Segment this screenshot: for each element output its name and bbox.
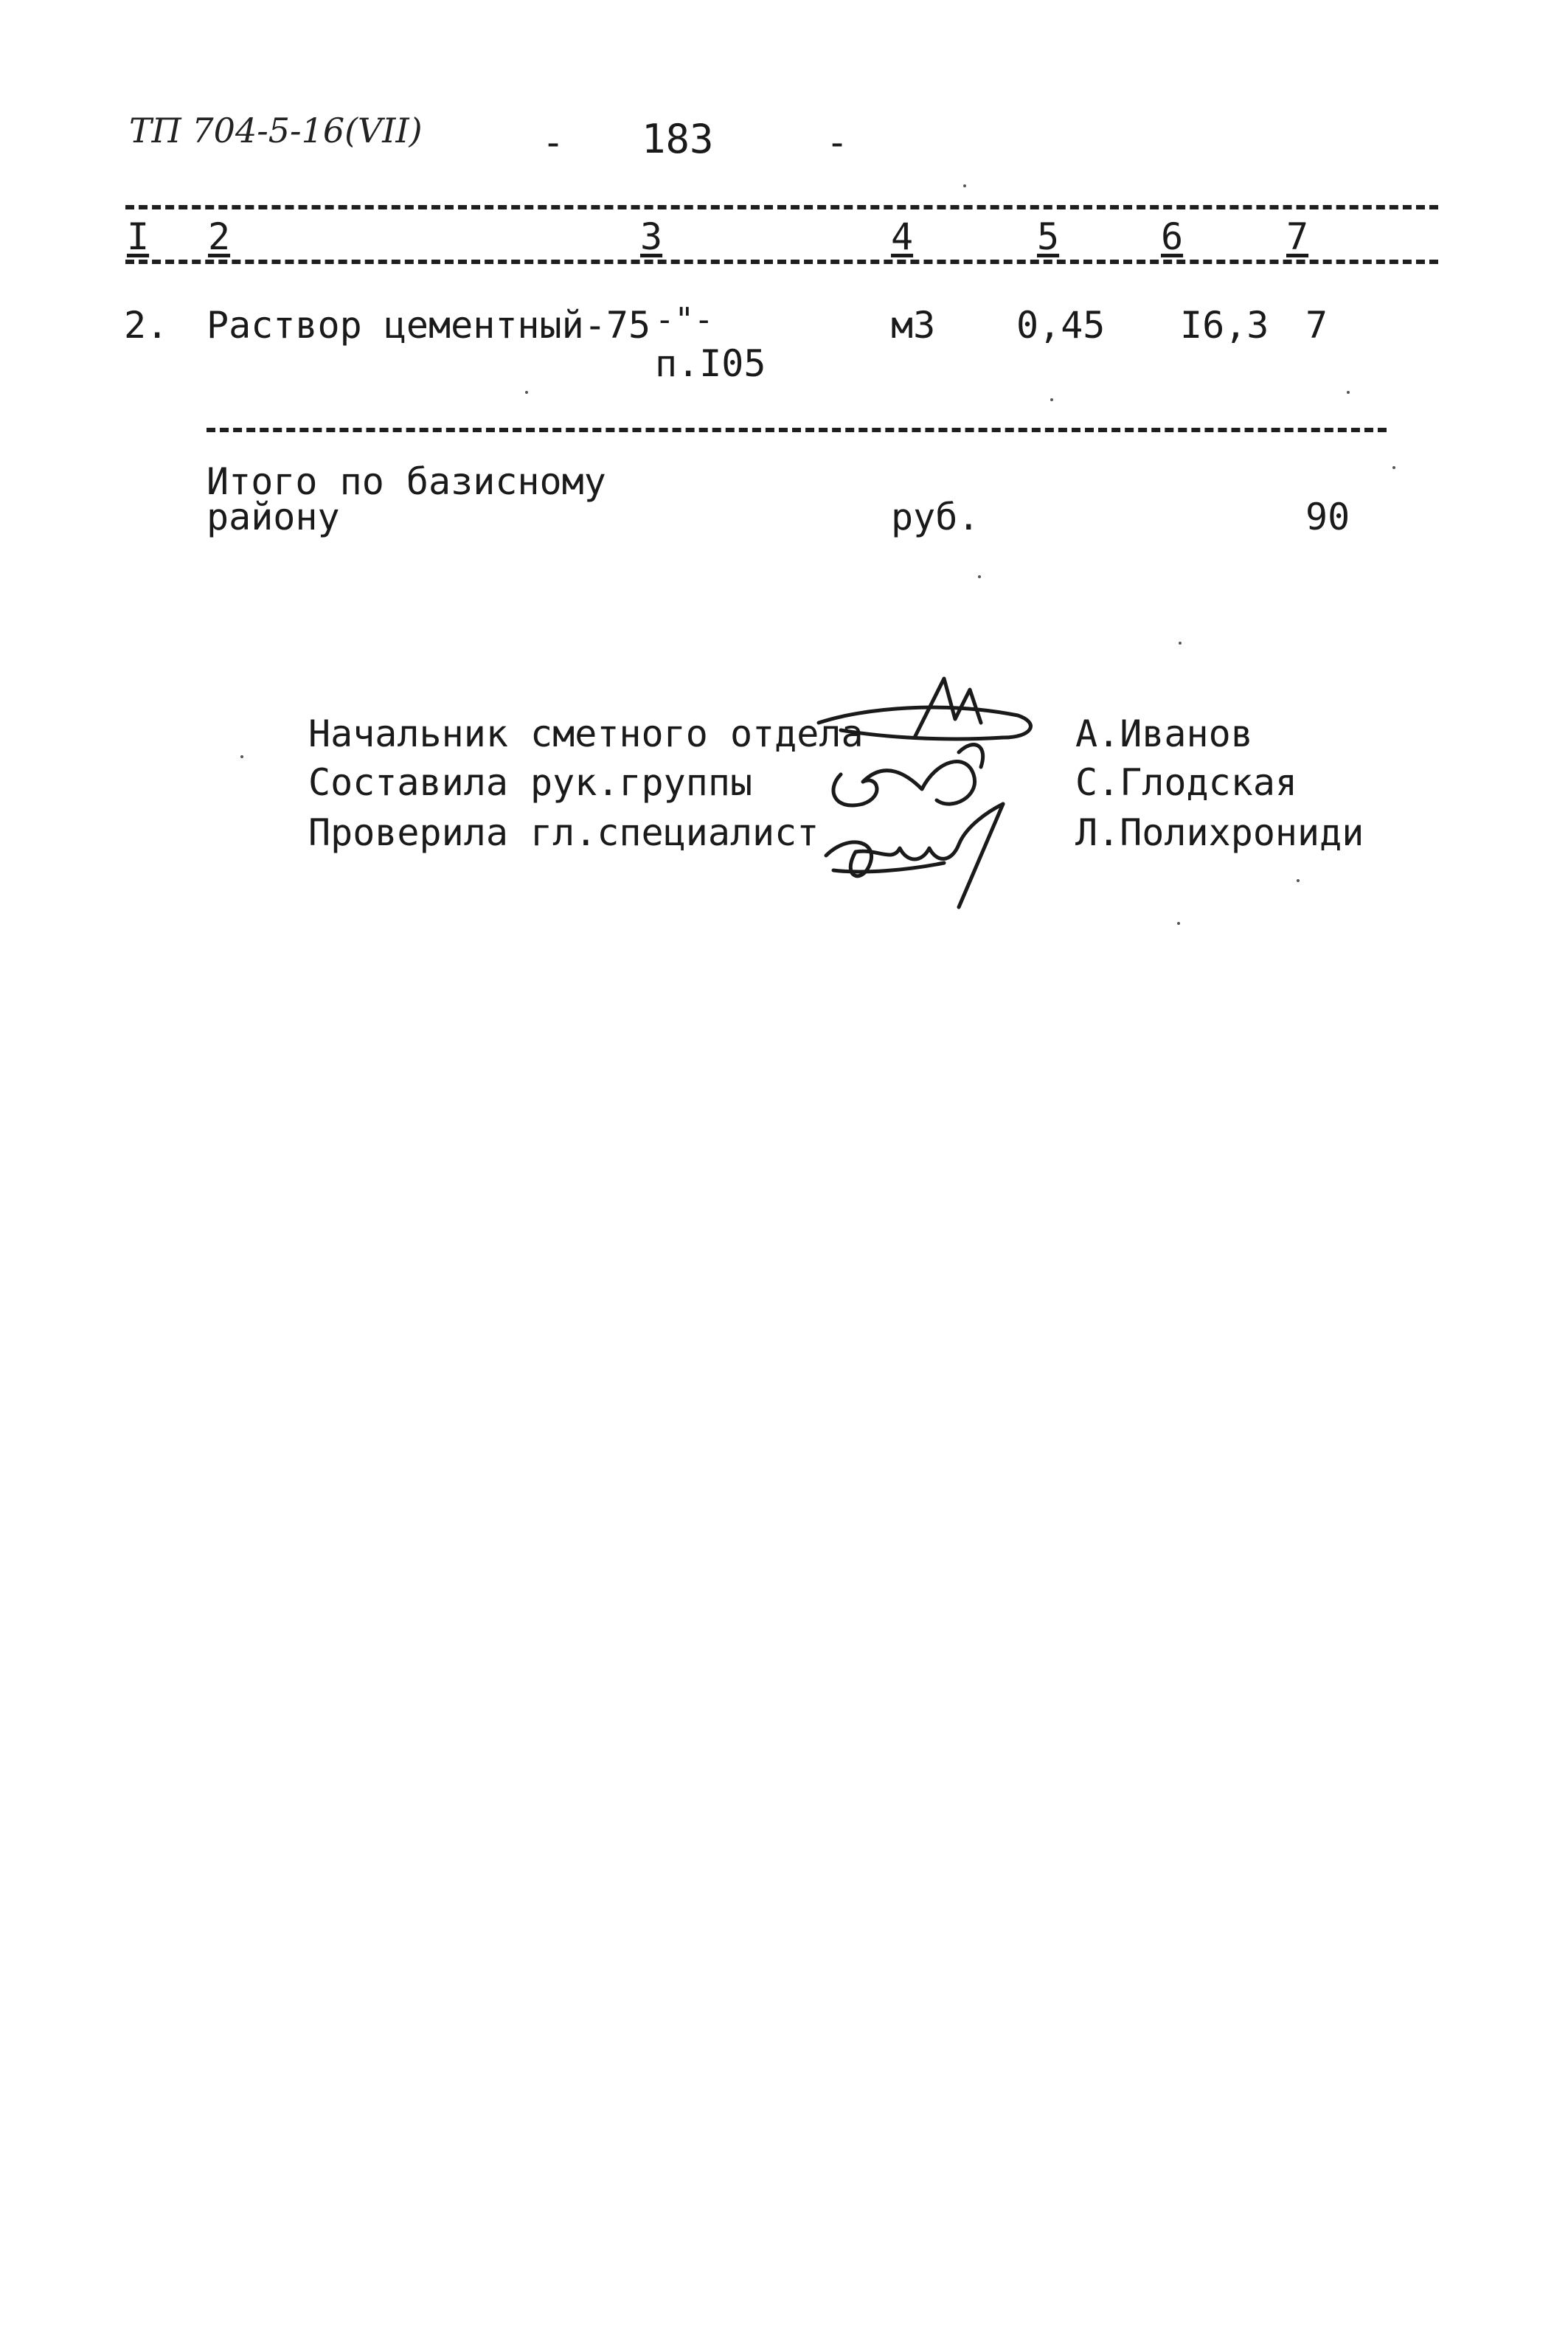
column-number: 6	[1161, 215, 1184, 258]
scan-speck	[240, 755, 243, 758]
column-number: 2	[208, 215, 231, 258]
document-code: ТП 704-5-16(VII)	[129, 111, 423, 150]
row-bottom-rule	[207, 428, 1387, 432]
column-number-rule	[125, 260, 1438, 264]
header-dash-right: -	[826, 121, 849, 164]
scan-speck	[1297, 879, 1300, 882]
row-reference: -"-	[655, 301, 714, 339]
signature-name: Л.Полихрониди	[1075, 811, 1364, 854]
summary-unit: руб.	[891, 496, 980, 538]
row-total: 7	[1305, 304, 1328, 347]
column-number: 3	[640, 215, 663, 258]
scan-speck	[525, 391, 528, 394]
scan-speck	[963, 184, 966, 187]
row-name: Раствор цементный-75	[207, 304, 651, 347]
signature-name: С.Глодская	[1075, 761, 1298, 804]
row-price: I6,3	[1180, 304, 1269, 347]
scan-speck	[1177, 922, 1180, 925]
row-number: 2.	[124, 304, 169, 347]
scan-speck	[1347, 391, 1350, 394]
summary-total: 90	[1305, 496, 1350, 538]
signature-role: Начальник сметного отдела	[308, 712, 864, 755]
column-number: 4	[891, 215, 914, 258]
column-number: I	[127, 215, 150, 258]
signature-role: Проверила гл.специалист	[308, 811, 819, 854]
summary-label: Итого по базисному	[207, 460, 606, 503]
signature-name: А.Иванов	[1075, 712, 1253, 755]
table-top-rule	[125, 205, 1438, 209]
scan-speck	[1392, 466, 1395, 469]
row-reference: п.I05	[655, 342, 766, 385]
summary-label: району	[207, 496, 340, 538]
signature-role: Составила рук.группы	[308, 761, 753, 804]
row-quantity: 0,45	[1016, 304, 1106, 347]
column-number: 5	[1037, 215, 1060, 258]
scan-speck	[978, 575, 981, 578]
scan-speck	[1179, 642, 1182, 645]
page-number: 183	[642, 116, 714, 162]
header-dash-left: -	[542, 121, 565, 164]
column-number: 7	[1286, 215, 1309, 258]
scan-speck	[1050, 398, 1053, 401]
handwritten-signature	[797, 664, 1047, 915]
row-unit: м3	[891, 304, 936, 347]
